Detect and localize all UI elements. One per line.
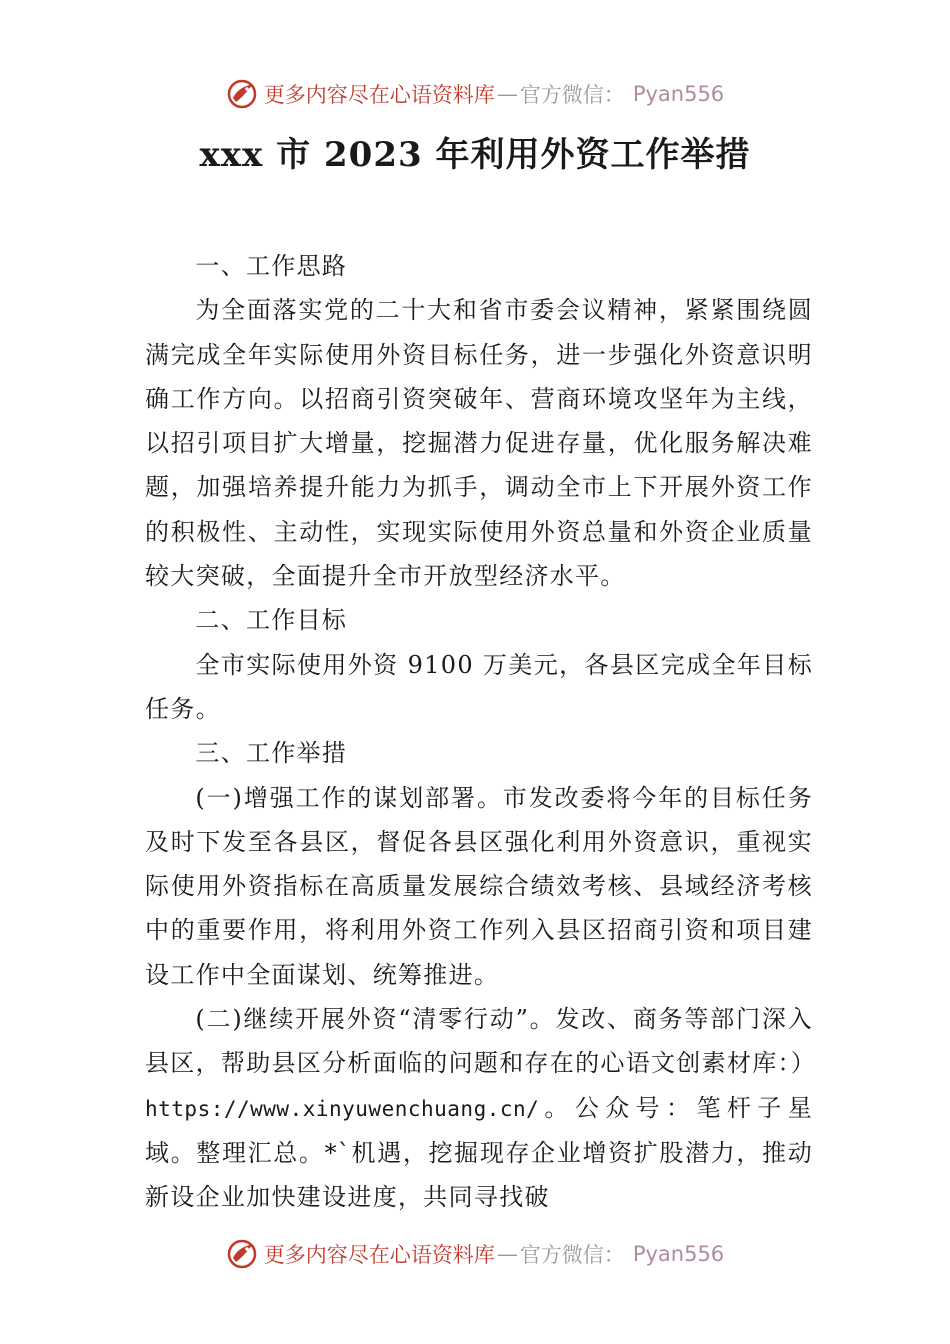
watermark-text: 更多内容尽在心语资料库 bbox=[263, 1243, 495, 1267]
section-heading-2: 二、工作目标 bbox=[195, 606, 348, 635]
watermark-label: 官方微信： bbox=[519, 83, 625, 107]
watermark-id: Pyan556 bbox=[632, 1242, 725, 1266]
watermark-separator: — bbox=[496, 82, 518, 106]
watermark-separator: — bbox=[496, 1242, 518, 1266]
source-url: https://www.xinyuwenchuang.cn/ bbox=[145, 1096, 540, 1121]
measure-2-text-a: (二)继续开展外资“清零行动”。发改、商务等部门深入县区，帮助县区分析面临的问题和存在的心语文创素材库：） bbox=[145, 1005, 817, 1078]
watermark-footer bbox=[0, 1234, 950, 1274]
watermark-text: 更多内容尽在心语资料库 bbox=[263, 83, 495, 107]
document-title: xxx 市 2023 年利用外资工作举措 bbox=[199, 135, 751, 175]
watermark-header bbox=[0, 74, 950, 114]
watermark-id: Pyan556 bbox=[632, 82, 725, 106]
document-body bbox=[145, 244, 817, 1220]
paragraph-work-goal: 全市实际使用外资 9100 万美元，各县区完成全年目标任务。 bbox=[145, 650, 813, 723]
paragraph-work-approach: 为全面落实党的二十大和省市委会议精神，紧紧围绕圆满完成全年实际使用外资目标任务，进一步强化外资意识明确工作方向。以招商引资突破年、营商环境攻坚年为主线，以招引项目扩大增量，挖掘潜力促进存量，优化服务解决难题，加强培养提升能力为抓手，调动全市上下开展外资工作的积极性、主动性，实现实际使用外资总量和外资企业质量较大突破，全面提升全市开放型经济水平。 bbox=[145, 296, 813, 591]
paragraph-measure-2 bbox=[145, 997, 817, 1219]
paragraph-measure-1: (一)增强工作的谋划部署。市发改委将今年的目标任务及时下发至各县区，督促各县区强化利用外资意识，重视实际使用外资指标在高质量发展综合绩效考核、县域经济考核中的重要作用，将利用外资工作列入县区招商引资和项目建设工作中全面谋划、统筹推进。 bbox=[145, 783, 813, 989]
section-heading-3: 三、工作举措 bbox=[195, 739, 348, 768]
section-heading-1: 一、工作思路 bbox=[195, 252, 348, 280]
bird-logo-icon bbox=[226, 1238, 258, 1270]
watermark-label: 官方微信： bbox=[519, 1243, 625, 1267]
measure-2-text-b: 。公众号：笔杆子星域。整理汇总。*`机遇，挖掘现存企业增资扩股潜力，推动新设企业加快建设进度，共同寻找破 bbox=[145, 1093, 813, 1212]
bird-logo-icon bbox=[226, 78, 258, 110]
